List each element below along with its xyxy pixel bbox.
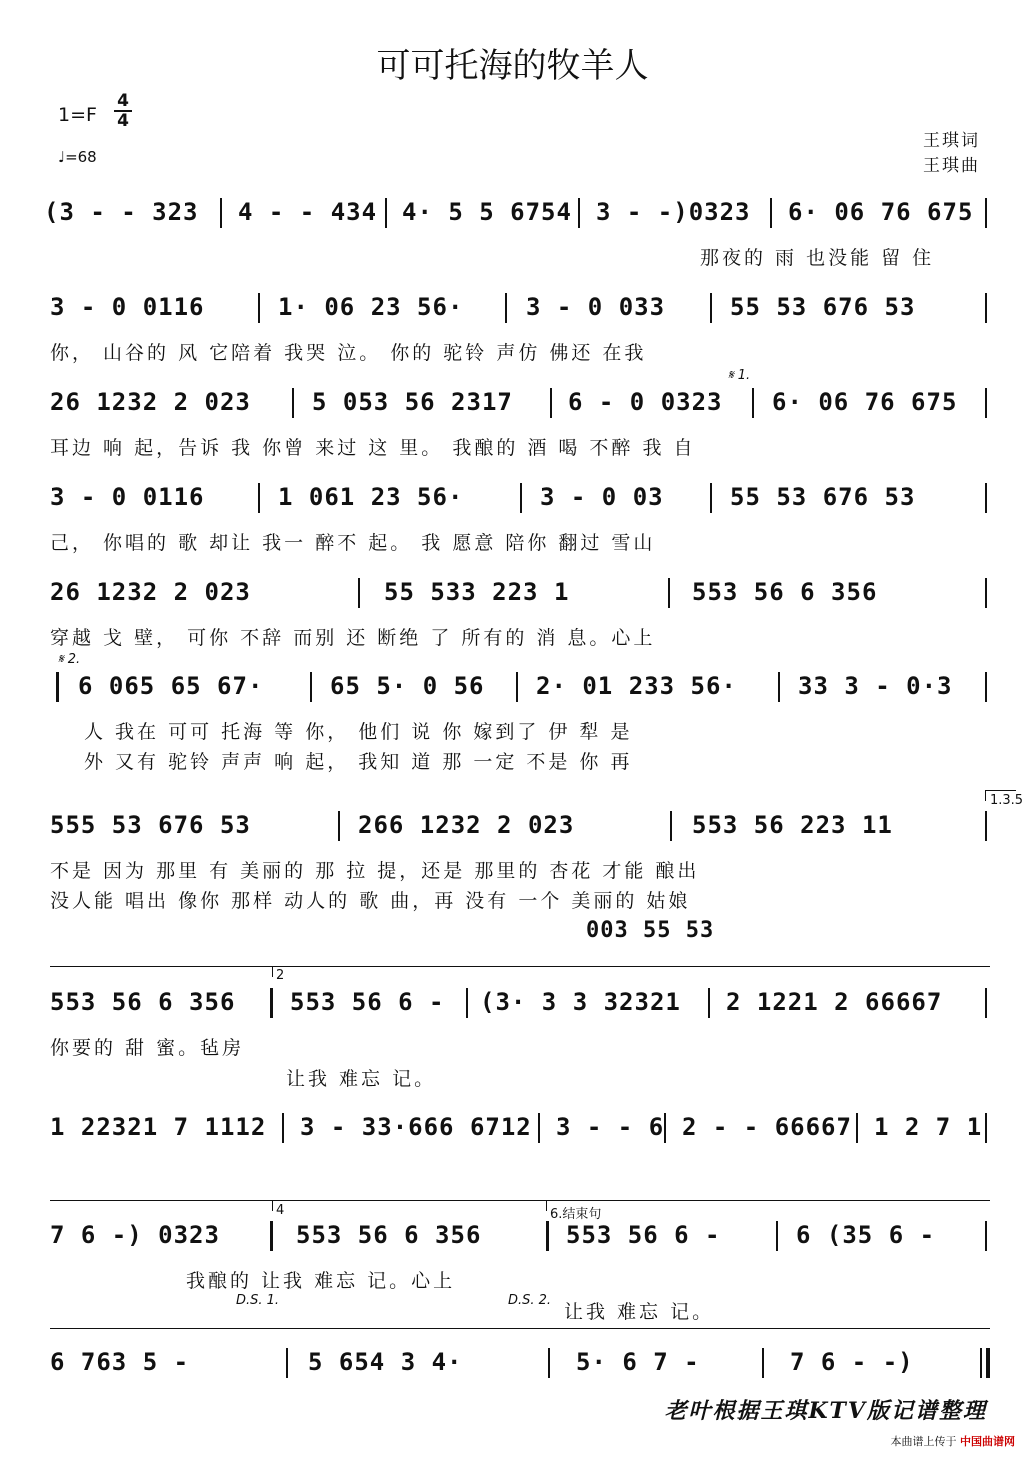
barline (985, 293, 987, 323)
ds-1: D.S. 1. (236, 1293, 280, 1308)
measure: (3 - - 323 (44, 198, 199, 226)
barline (548, 1348, 550, 1378)
barline (258, 483, 260, 513)
site-logo[interactable]: 中国曲谱网 (960, 1435, 1015, 1448)
barline (776, 1221, 778, 1251)
measure: (3· 3 3 32321 (480, 988, 681, 1016)
barline (670, 811, 672, 841)
volta-2: 2 (276, 968, 285, 983)
measure: 55 533 223 1 (384, 578, 570, 606)
page-title: 可可托海的牧羊人 (376, 46, 649, 86)
measure: 553 56 6 - (566, 1221, 721, 1249)
barline (985, 578, 987, 608)
time-signature: 4 4 (114, 92, 132, 130)
volta-bracket (272, 966, 393, 977)
barline (286, 1348, 288, 1378)
barline (385, 198, 387, 228)
measure: 5· 6 7 - (576, 1348, 700, 1376)
system-line (50, 966, 990, 967)
barline (258, 293, 260, 323)
barline (520, 483, 522, 513)
barline (985, 1221, 987, 1251)
measure: 4· 5 5 6754 (402, 198, 572, 226)
barline (762, 1348, 764, 1378)
tempo-mark: ♩=68 (58, 148, 97, 166)
measure: 2 - - 66667 (682, 1113, 852, 1141)
barline (664, 1113, 666, 1143)
measure: 3 - 0 0116 (50, 293, 205, 321)
segno-1: 𝄋 1. (728, 368, 751, 383)
final-barline-thick (986, 1348, 990, 1378)
barline (985, 988, 987, 1018)
barline (985, 1113, 987, 1143)
measure: 1 2 7 1 (874, 1113, 983, 1141)
system-line (50, 1328, 990, 1329)
measure: 553 56 223 11 (692, 811, 893, 839)
volta-135: 1.3.5 (990, 793, 1024, 808)
barline (856, 1113, 858, 1143)
volta-bracket (272, 1200, 533, 1211)
measure: 4 - - 434 (238, 198, 378, 226)
volta-4: 4 (276, 1203, 285, 1218)
volta-6: 6.结束句 (550, 1207, 602, 1222)
repeat-end (270, 988, 273, 1018)
measure: 6 (35 6 - (796, 1221, 936, 1249)
measure: 65 5· 0 56 (330, 672, 485, 700)
barline (752, 388, 754, 418)
barline (668, 578, 670, 608)
barline (778, 672, 780, 702)
barline (550, 388, 552, 418)
measure: 6· 06 76 675 (772, 388, 958, 416)
measure: 6 065 65 67· (78, 672, 264, 700)
measure: 7 6 -) 0323 (50, 1221, 220, 1249)
barline (985, 388, 987, 418)
measure: 2 1221 2 66667 (726, 988, 943, 1016)
measure: 3 - -)0323 (596, 198, 751, 226)
measure: 3 - 0 0116 (50, 483, 205, 511)
measure: 3 - - 6 (556, 1113, 665, 1141)
barline (985, 198, 987, 228)
barline (466, 988, 468, 1018)
measure: 26 1232 2 023 (50, 578, 251, 606)
repeat-end (546, 1221, 549, 1251)
barline (358, 578, 360, 608)
measure: 266 1232 2 023 (358, 811, 575, 839)
measure: 55 53 676 53 (730, 293, 916, 321)
repeat-start (56, 672, 59, 702)
measure: 33 3 - 0·3 (798, 672, 953, 700)
barline (985, 672, 987, 702)
measure: 3 - 0 03 (540, 483, 664, 511)
double-barline (270, 1221, 273, 1251)
ds-2: D.S. 2. (508, 1293, 552, 1308)
segno-2: 𝄋 2. (58, 652, 81, 667)
measure: 2· 01 233 56· (536, 672, 737, 700)
measure: 3 - 33·666 6712 (300, 1113, 532, 1141)
barline (578, 198, 580, 228)
measure: 553 56 6 356 (692, 578, 878, 606)
barline (505, 293, 507, 323)
arranger-credit: 老叶根据王琪KTV版记谱整理 (664, 1398, 987, 1424)
measure: 1 061 23 56· (278, 483, 464, 511)
measure: 553 56 6 356 (296, 1221, 482, 1249)
measure: 55 53 676 53 (730, 483, 916, 511)
final-barline (980, 1348, 982, 1378)
barline (220, 198, 222, 228)
barline (538, 1113, 540, 1143)
measure: 7 6 - -) (790, 1348, 914, 1376)
barline (985, 483, 987, 513)
barline (292, 388, 294, 418)
barline (985, 811, 987, 841)
barline (770, 198, 772, 228)
measure: 3 - 0 033 (526, 293, 666, 321)
measure: 5 654 3 4· (308, 1348, 463, 1376)
measure: 6 - 0 0323 (568, 388, 723, 416)
lyricist-credit: 王琪词 (923, 131, 980, 151)
barline (710, 293, 712, 323)
barline (338, 811, 340, 841)
barline (310, 672, 312, 702)
barline (516, 672, 518, 702)
measure: 555 53 676 53 (50, 811, 251, 839)
barline (708, 988, 710, 1018)
measure: 553 56 6 - (290, 988, 445, 1016)
measure: 6· 06 76 675 (788, 198, 974, 226)
upload-note: 本曲谱上传于 中国曲谱网 (890, 1435, 1015, 1448)
measure: 5 053 56 2317 (312, 388, 513, 416)
measure: 553 56 6 356 (50, 988, 236, 1016)
barline (282, 1113, 284, 1143)
measure: 6 763 5 - (50, 1348, 190, 1376)
measure: 1 22321 7 1112 (50, 1113, 267, 1141)
barline (710, 483, 712, 513)
composer-credit: 王琪曲 (923, 156, 980, 176)
measure: 26 1232 2 023 (50, 388, 251, 416)
measure: 1· 06 23 56· (278, 293, 464, 321)
key-signature: 1=F (58, 104, 97, 126)
